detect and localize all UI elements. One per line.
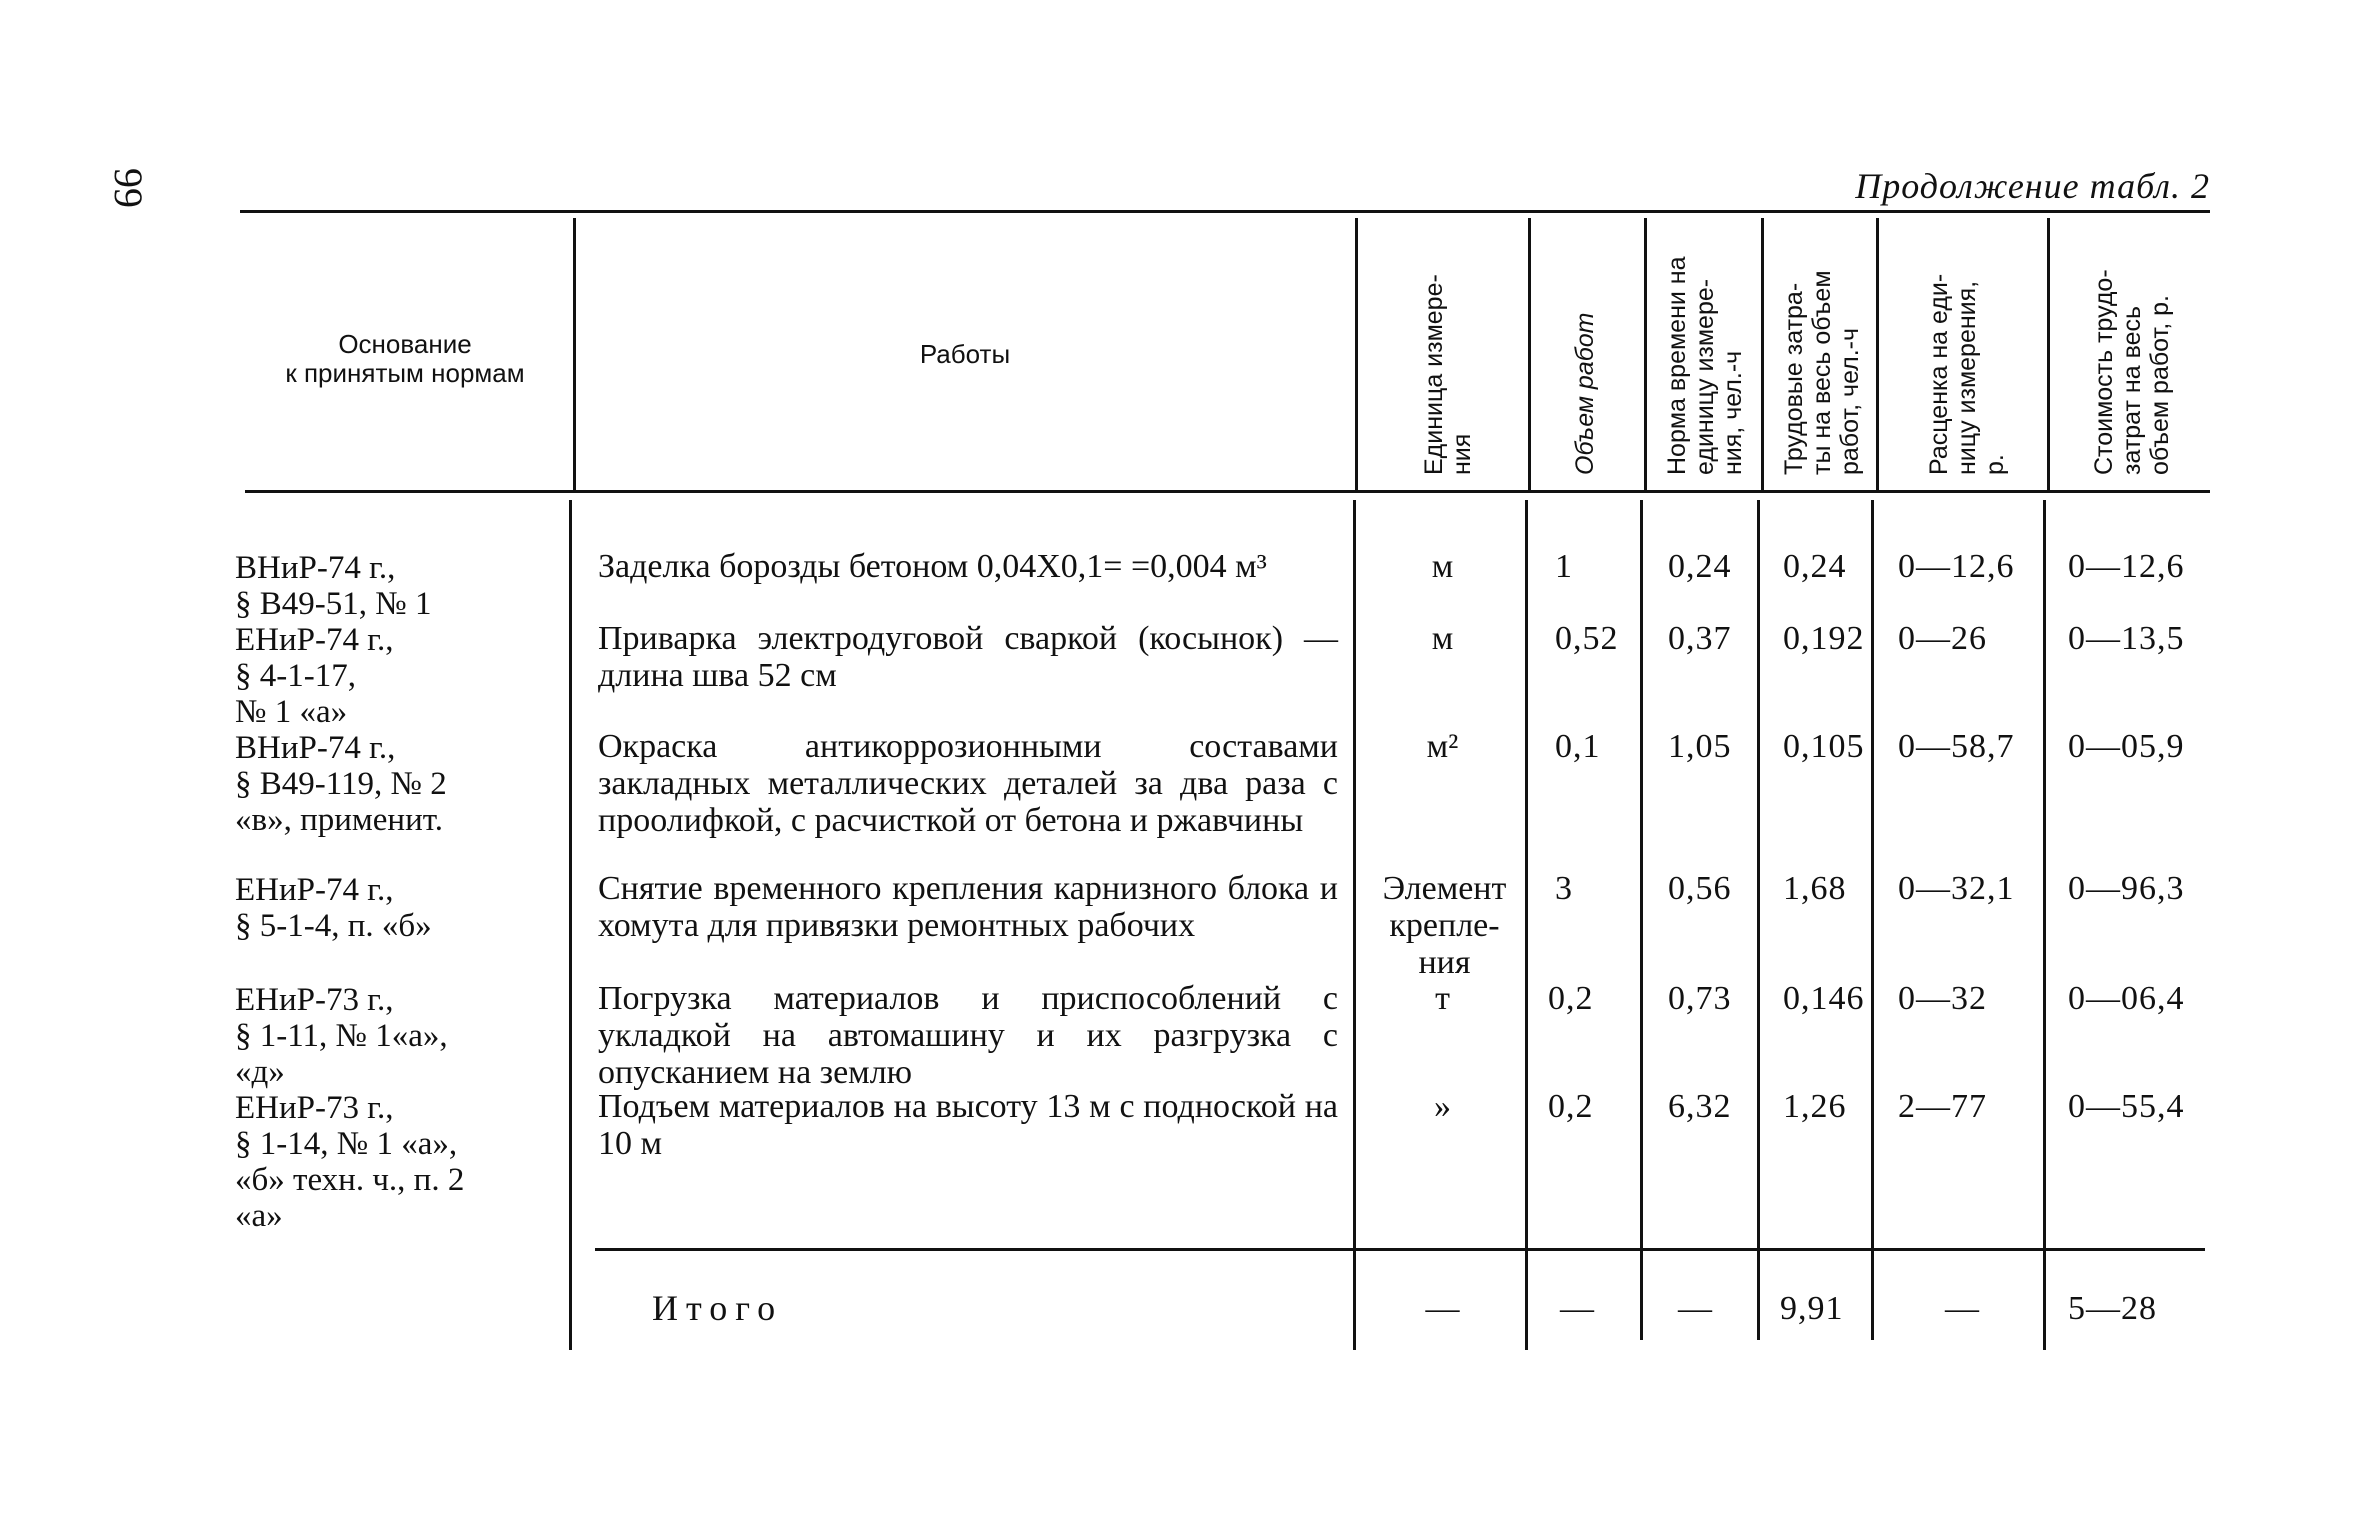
table-row-1-labor: 0,24 bbox=[1783, 548, 1847, 585]
table-row-4-basis: ЕНиР-74 г., § 5-1-4, п. «б» bbox=[235, 872, 432, 944]
table-row-3-unit: м² bbox=[1426, 728, 1459, 765]
body-divider-2 bbox=[1353, 500, 1356, 1350]
table-row-6-labor: 1,26 bbox=[1783, 1088, 1847, 1125]
table-row-3-work: Окраска антикоррозионными составами закладных металлических деталей за два раза с проолифкой, с расчисткой от бетона и ржавчины bbox=[598, 728, 1338, 839]
table-row-6-unit: » bbox=[1434, 1088, 1451, 1125]
table-row-2-volume: 0,52 bbox=[1555, 620, 1619, 657]
header-basis: Основание к принятым нормам bbox=[285, 329, 525, 388]
table-row-2-norm: 0,37 bbox=[1668, 620, 1732, 657]
table-row-6-rate: 2—77 bbox=[1898, 1088, 1987, 1125]
table-row-3-volume: 0,1 bbox=[1555, 728, 1601, 765]
header-divider-4 bbox=[1644, 218, 1647, 490]
table-row-4-work: Снятие временного крепления карнизного блока и хомута для привязки ремонтных рабочих bbox=[598, 870, 1338, 944]
table-row-6-cost: 0—55,4 bbox=[2068, 1088, 2185, 1125]
table-row-5-volume: 0,2 bbox=[1548, 980, 1594, 1017]
total-rule bbox=[595, 1248, 2205, 1251]
table-row-6-basis: ЕНиР-73 г., § 1-14, № 1 «а», «б» техн. ч., п. 2 «а» bbox=[235, 1090, 465, 1234]
table-row-2-work: Приварка электродуговой сваркой (косынок) — длина шва 52 см bbox=[598, 620, 1338, 694]
table-row-1-basis: ВНиР-74 г., § В49-51, № 1 bbox=[235, 550, 432, 622]
table-row-5-unit: т bbox=[1435, 980, 1450, 1017]
table-row-5-work: Погрузка материалов и приспособлений с укладкой на автомашину и их разгрузка с опусканием на землю bbox=[598, 980, 1338, 1091]
table-row-2-cost: 0—13,5 bbox=[2068, 620, 2185, 657]
table-row-4-labor: 1,68 bbox=[1783, 870, 1847, 907]
table-row-3-basis: ВНиР-74 г., § В49-119, № 2 «в», применит. bbox=[235, 730, 447, 838]
header-labor: Трудовые затра- ты на весь объем работ, чел.-ч bbox=[1780, 270, 1864, 475]
table-row-5-basis: ЕНиР-73 г., § 1-11, № 1«а», «д» bbox=[235, 982, 448, 1090]
table-row-3-cost: 0—05,9 bbox=[2068, 728, 2185, 765]
header-norm: Норма времени на единицу измере- ния, чел.-ч bbox=[1663, 256, 1747, 475]
table-row-5-cost: 0—06,4 bbox=[2068, 980, 2185, 1017]
total-norm: — bbox=[1678, 1290, 1713, 1327]
table-row-4-volume: 3 bbox=[1555, 870, 1573, 907]
table-row-1-volume: 1 bbox=[1555, 548, 1573, 585]
body-divider-1 bbox=[569, 500, 572, 1350]
header-unit: Единица измере- ния bbox=[1420, 274, 1476, 475]
table-row-3-norm: 1,05 bbox=[1668, 728, 1732, 765]
table-row-1-rate: 0—12,6 bbox=[1898, 548, 2015, 585]
table-row-5-labor: 0,146 bbox=[1783, 980, 1865, 1017]
total-labor: 9,91 bbox=[1780, 1290, 1844, 1327]
table-caption: Продолжение табл. 2 bbox=[1855, 166, 2210, 206]
table-row-5-rate: 0—32 bbox=[1898, 980, 1987, 1017]
header-cost: Стоимость трудо- затрат на весь объем работ, р. bbox=[2090, 269, 2174, 475]
total-cost: 5—28 bbox=[2068, 1290, 2157, 1327]
table-row-1-norm: 0,24 bbox=[1668, 548, 1732, 585]
total-unit: — bbox=[1425, 1290, 1460, 1327]
total-rate: — bbox=[1945, 1290, 1980, 1327]
table-row-3-labor: 0,105 bbox=[1783, 728, 1865, 765]
table-row-1-work: Заделка борозды бетоном 0,04Х0,1= =0,004 м³ bbox=[598, 548, 1267, 585]
table-row-2-rate: 0—26 bbox=[1898, 620, 1987, 657]
table-row-2-unit: м bbox=[1431, 620, 1454, 657]
table-row-4-cost: 0—96,3 bbox=[2068, 870, 2185, 907]
body-divider-5 bbox=[1757, 500, 1760, 1340]
header-works: Работы bbox=[919, 339, 1011, 369]
header-divider-6 bbox=[1876, 218, 1879, 490]
total-label: Итого bbox=[652, 1288, 784, 1328]
table-row-4-rate: 0—32,1 bbox=[1898, 870, 2015, 907]
header-divider-1 bbox=[573, 218, 576, 490]
header-rate: Расценка на еди- ницу измерения, р. bbox=[1925, 273, 2009, 475]
table-row-2-basis: ЕНиР-74 г., § 4-1-17, № 1 «а» bbox=[235, 622, 394, 730]
header-divider-2 bbox=[1355, 218, 1358, 490]
table-row-6-work: Подъем материалов на высоту 13 м с подноской на 10 м bbox=[598, 1088, 1338, 1162]
table-row-4-norm: 0,56 bbox=[1668, 870, 1732, 907]
table-row-5-norm: 0,73 bbox=[1668, 980, 1732, 1017]
table-row-2-labor: 0,192 bbox=[1783, 620, 1865, 657]
table-row-4-unit: Элемент крепле- ния bbox=[1382, 870, 1507, 981]
header-rule bbox=[245, 490, 2210, 493]
table-row-3-rate: 0—58,7 bbox=[1898, 728, 2015, 765]
top-rule bbox=[240, 210, 2210, 213]
total-volume: — bbox=[1560, 1290, 1595, 1327]
header-divider-3 bbox=[1528, 218, 1531, 490]
table-row-6-norm: 6,32 bbox=[1668, 1088, 1732, 1125]
table-row-1-cost: 0—12,6 bbox=[2068, 548, 2185, 585]
header-divider-5 bbox=[1761, 218, 1764, 490]
header-volume: Объем работ bbox=[1571, 312, 1599, 475]
table-row-1-unit: м bbox=[1431, 548, 1454, 585]
body-divider-7 bbox=[2043, 500, 2046, 1350]
header-divider-7 bbox=[2047, 218, 2050, 490]
page-number: 99 bbox=[106, 168, 151, 208]
body-divider-4 bbox=[1640, 500, 1643, 1340]
body-divider-6 bbox=[1871, 500, 1874, 1340]
table-row-6-volume: 0,2 bbox=[1548, 1088, 1594, 1125]
